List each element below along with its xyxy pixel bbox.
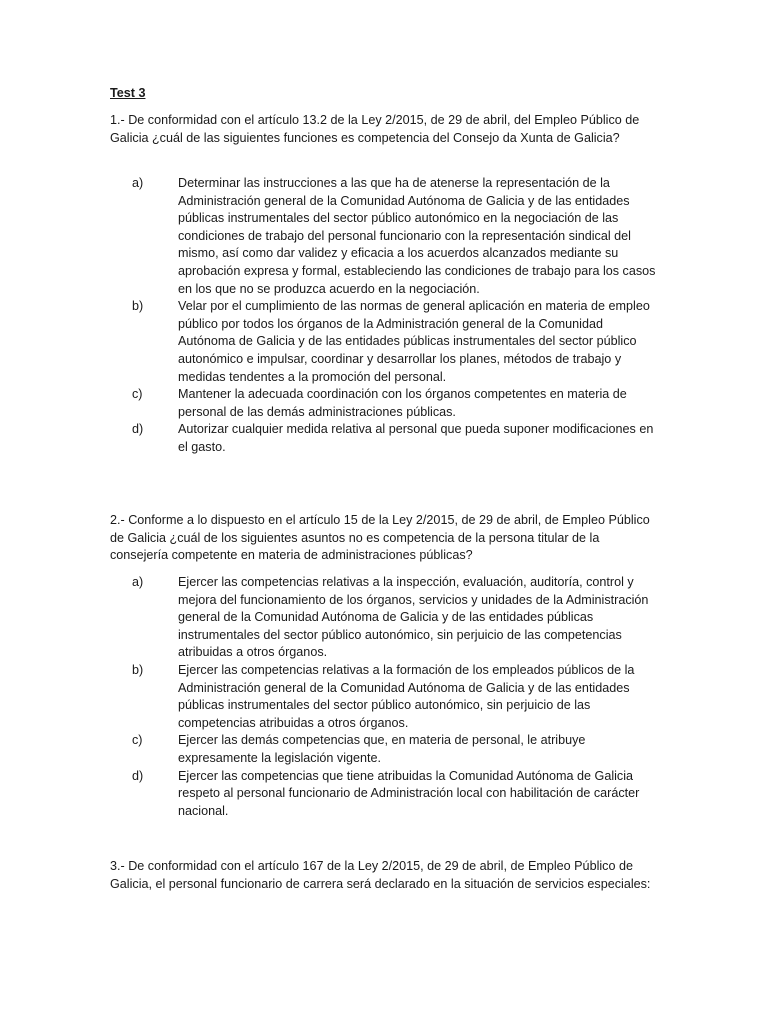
option-text: Ejercer las competencias que tiene atribuidas la Comunidad Autónoma de Galicia respeto al personal funcionario de Administración local con habilitación de carácter nacional. [178,768,640,818]
question-3-text: 3.- De conformidad con el artículo 167 de la Ley 2/2015, de 29 de abril, de Empleo Público de Galicia, el personal funcionario de carrera será declarado en la situación de servicios especiales: [110,859,651,891]
option-text: Autorizar cualquier medida relativa al personal que pueda suponer modificaciones en el gasto. [178,422,654,454]
question-1-text: 1.- De conformidad con el artículo 13.2 de la Ley 2/2015, de 29 de abril, del Empleo Público de Galicia ¿cuál de las siguientes funciones es competencia del Consejo da Xunta de Galicia? [110,113,640,145]
question-2-option-d [110,768,660,821]
option-letter: a) [132,176,144,190]
question-2-text: 2.- Conforme a lo dispuesto en el artículo 15 de la Ley 2/2015, de 29 de abril, de Empleo Público de Galicia ¿cuál de los siguientes asuntos no es competencia de la persona titular de la consejería competente en materia de administraciones públicas? [110,513,650,563]
option-letter: d) [132,768,144,783]
question-1-option-c [110,386,660,421]
option-letter: a) [132,575,144,589]
document-title: Test 3 [110,86,146,100]
option-text: Ejercer las competencias relativas a la inspección, evaluación, auditoría, control y mejora del funcionamiento de los órganos, servicios y unidades de la Administración general de la Comunidad Autónoma de Galicia y de las entidades públicas instrumentales del sector público autonómico, sin perjuicio de las competencias atribuidas a otros órganos. [178,575,649,660]
question-2-option-c [110,732,660,767]
option-letter: c) [132,387,143,402]
option-letter: b) [132,299,144,314]
question-2-option-b [110,662,660,732]
question-2-option-a [110,574,660,662]
option-letter: c) [132,733,143,748]
question-2-options [110,574,660,820]
question-1-option-a [110,175,660,298]
question-1-options [110,175,660,457]
option-letter: d) [132,422,144,437]
option-text: Velar por el cumplimiento de las normas de general aplicación en materia de empleo público por todos los órganos de la Administración general de la Comunidad Autónoma de Galicia y de las entidades públicas instrumentales del sector público autonómico e impulsar, coordinar y desarrollar los planes, métodos de trabajo y medidas tendentes a la promoción del personal. [178,299,650,384]
question-1-option-b [110,298,660,386]
option-text: Ejercer las demás competencias que, en materia de personal, le atribuye expresamente la legislación vigente. [178,733,586,765]
option-text: Ejercer las competencias relativas a la formación de los empleados públicos de la Administración general de la Comunidad Autónoma de Galicia y de las entidades públicas instrumentales del sector público autonómico, sin perjuicio de las competencias atribuidas a otros órganos. [178,662,635,730]
option-text: Determinar las instrucciones a las que ha de atenerse la representación de la Administración general de la Comunidad Autónoma de Galicia y de las entidades públicas instrumentales del sector público autonómico en la negociación de las condiciones de trabajo del personal funcionario con la representación sindical del mismo, así como dar validez y eficacia a los acuerdos alcanzados mediante su aprobación expresa y formal, estableciendo las condiciones de trabajo para los casos en los que no se produzca acuerdo en la negociación. [178,176,656,296]
question-1-option-d [110,421,660,456]
option-text: Mantener la adecuada coordinación con los órganos competentes en materia de personal de las demás administraciones públicas. [178,387,627,419]
option-letter: b) [132,662,144,677]
